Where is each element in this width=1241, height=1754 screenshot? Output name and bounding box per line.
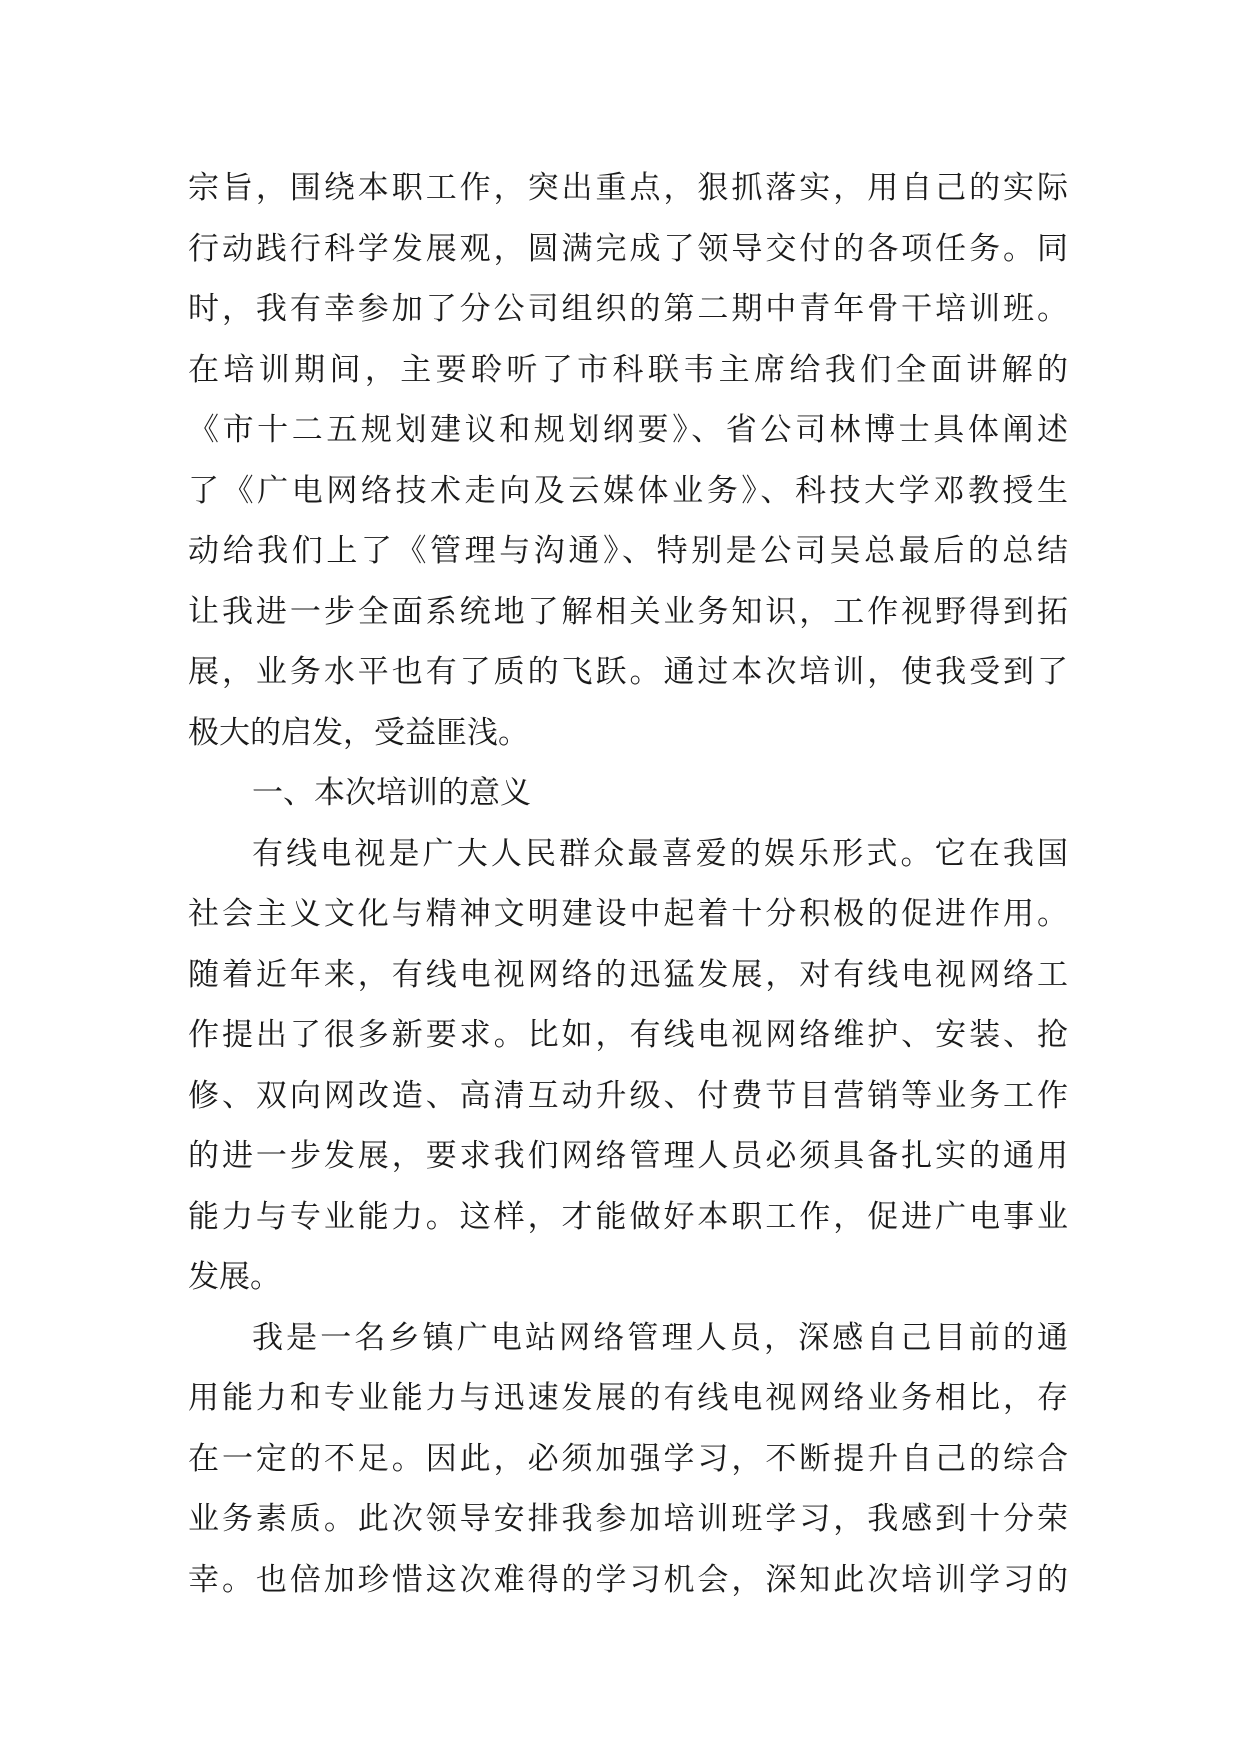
text-line: 在一定的不足。因此，必须加强学习，不断提升自己的综合 (188, 1440, 1068, 1477)
text-line: 社会主义文化与精神文明建设中起着十分积极的促进作用。 (188, 896, 1068, 932)
body-text (188, 158, 1068, 1610)
section-heading: 一、本次培训的意义 (252, 775, 531, 811)
text-line: 宗旨，围绕本职工作，突出重点，狠抓落实，用自己的实际 (188, 170, 1068, 206)
text-line: 展，业务水平也有了质的飞跃。通过本次培训，使我受到了 (188, 654, 1068, 690)
text-line: 行动践行科学发展观，圆满完成了领导交付的各项任务。同 (188, 230, 1068, 267)
text-line: 的进一步发展，要求我们网络管理人员必须具备扎实的通用 (188, 1138, 1068, 1174)
text-line: 修、双向网改造、高清互动升级、付费节目营销等业务工作 (188, 1077, 1068, 1114)
text-line: 有线电视是广大人民群众最喜爱的娱乐形式。它在我国 (252, 835, 1068, 872)
text-line: 能力与专业能力。这样，才能做好本职工作，促进广电事业 (188, 1198, 1068, 1235)
text-line: 作提出了很多新要求。比如，有线电视网络维护、安装、抢 (188, 1017, 1068, 1053)
text-line: 随着近年来，有线电视网络的迅猛发展，对有线电视网络工 (188, 956, 1068, 993)
text-line: 发展。 (188, 1259, 281, 1295)
text-line: 了《广电网络技术走向及云媒体业务》、科技大学邓教授生 (188, 472, 1068, 509)
text-line: 用能力和专业能力与迅速发展的有线电视网络业务相比，存 (188, 1380, 1068, 1416)
text-line: 幸。也倍加珍惜这次难得的学习机会，深知此次培训学习的 (188, 1561, 1068, 1598)
text-line: 极大的启发，受益匪浅。 (188, 714, 529, 751)
text-line: 我是一名乡镇广电站网络管理人员，深感自己目前的通 (252, 1319, 1068, 1356)
text-line: 业务素质。此次领导安排我参加培训班学习，我感到十分荣 (188, 1501, 1068, 1537)
text-line: 在培训期间，主要聆听了市科联韦主席给我们全面讲解的 (188, 351, 1068, 388)
text-line: 《市十二五规划建议和规划纲要》、省公司林博士具体阐述 (188, 412, 1068, 448)
text-line: 让我进一步全面系统地了解相关业务知识，工作视野得到拓 (188, 593, 1068, 630)
text-line: 时，我有幸参加了分公司组织的第二期中青年骨干培训班。 (188, 291, 1068, 327)
text-line: 动给我们上了《管理与沟通》、特别是公司吴总最后的总结 (188, 533, 1068, 569)
